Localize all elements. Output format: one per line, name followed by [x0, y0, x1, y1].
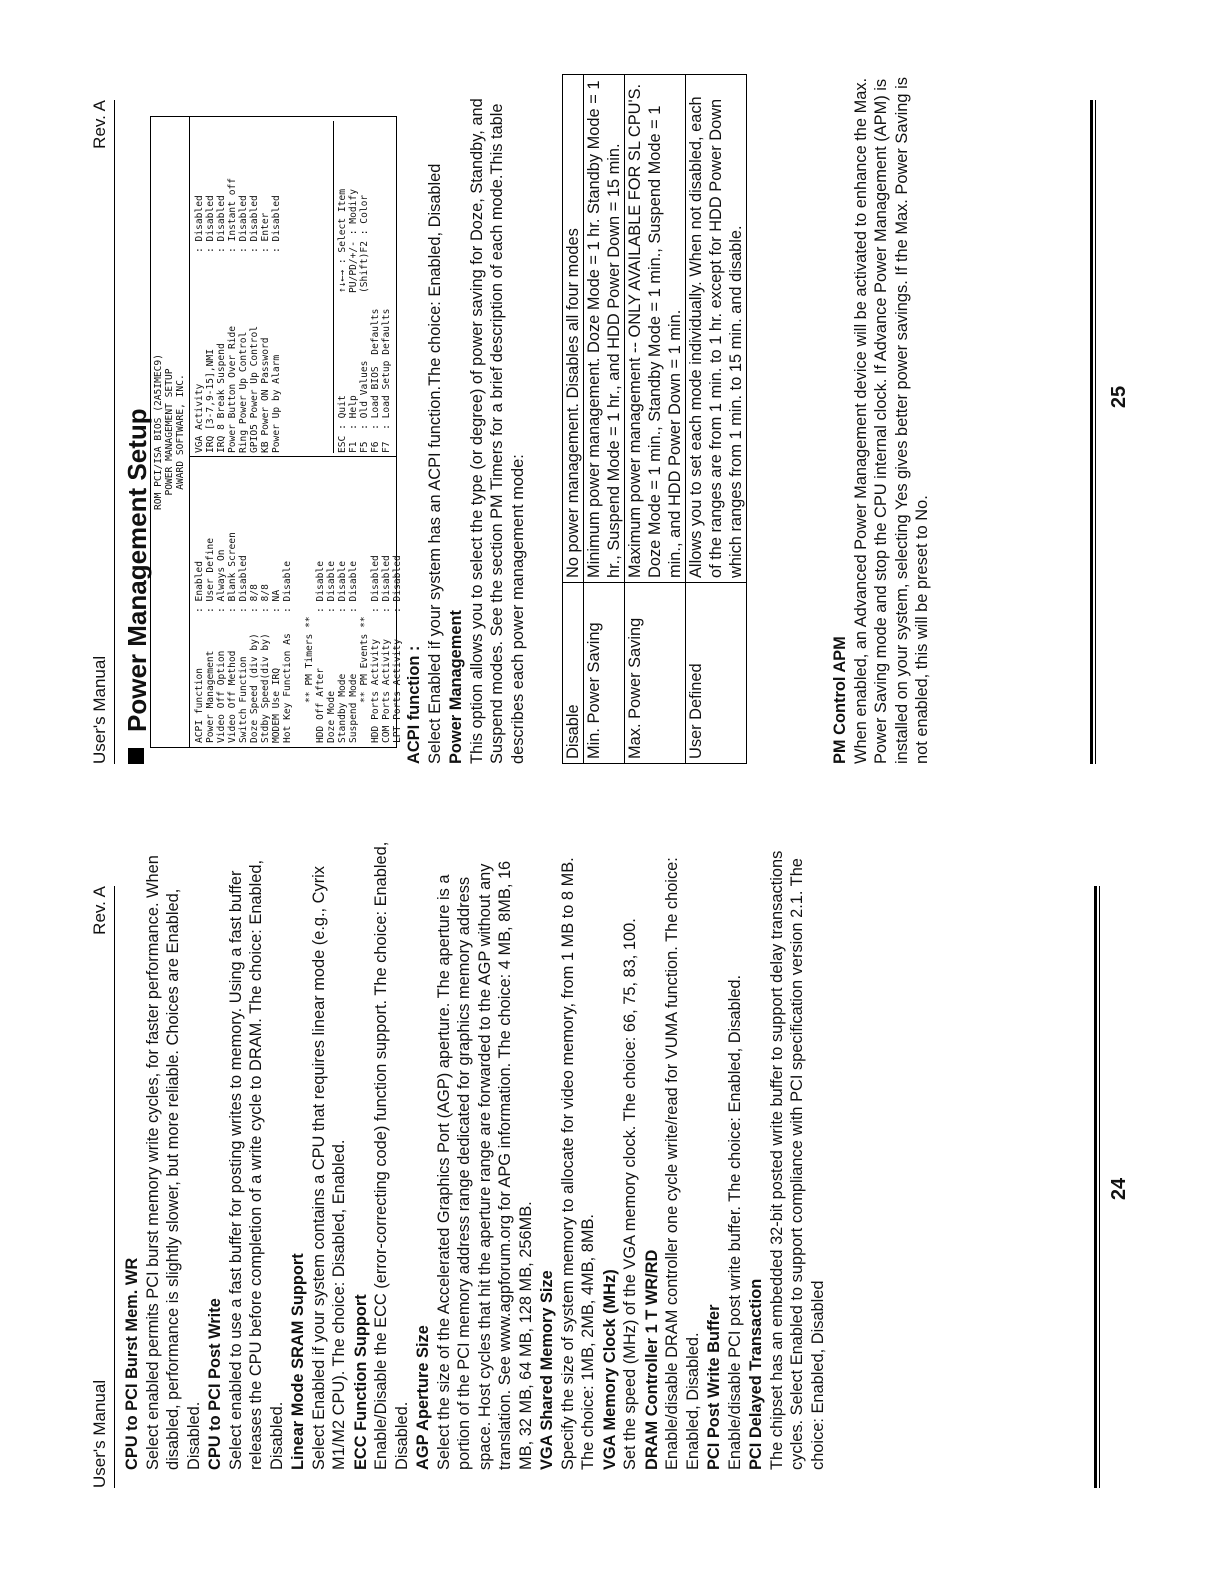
bios-setting-value: : 8/8 — [260, 584, 271, 613]
bios-setting-value: : Disabled — [381, 555, 392, 613]
section-heading: PCI Post Write Buffer — [705, 1304, 723, 1470]
header-rule — [114, 100, 115, 764]
bios-setting-value: : Disable — [337, 561, 348, 613]
bios-setting-row — [238, 459, 249, 743]
bios-setting-value: : Disabled — [194, 195, 205, 253]
bios-setting-value: : Disabled — [370, 555, 381, 613]
bios-setting-row — [370, 459, 381, 743]
bios-setting-name: IRQ [3-7,9-15],NMI — [205, 349, 216, 453]
bios-setting-value: : Disabled — [271, 195, 282, 253]
bios-setting-value: : Disabled — [238, 555, 249, 613]
bios-setting-row — [260, 121, 271, 453]
power-management-heading: Power Management — [447, 610, 465, 764]
mode-name-cell: Disable — [563, 583, 584, 764]
bios-key-action — [370, 121, 381, 293]
bios-setting-value: : Blank Screen — [227, 532, 238, 613]
bios-key-action: ESC : Quit — [337, 395, 348, 453]
bios-setting-name: HDD Off After — [315, 667, 326, 743]
apm-description: When enabled, an Advanced Power Management device will be activated to enhance the Max. Power Saving mode and stop the CPU internal clock. If Advance Power Management (APM) is installed on your system, selecting Yes gives better power savings. If the Max. Power Saving is not enabled, this will be preset to No. — [851, 77, 931, 764]
section-description: Select enabled to use a fast buffer for posting writes to memory. Using a fast buffer releases the CPU before completion of a write cycle to DRAM. The choice: Enabled, Disabled. — [226, 859, 286, 1470]
bios-setting-row — [271, 459, 282, 743]
bios-setting-row — [216, 459, 227, 743]
acpi-description: Select Enabled if your system has an ACPI function.The choice: Enabled, Disabled — [425, 163, 444, 764]
page-25-apm — [830, 74, 934, 764]
bios-setting-row — [238, 121, 249, 453]
bios-key-action: ↑↓←→ : Select Item — [337, 189, 348, 293]
bios-key-action: F1 : Help — [348, 395, 359, 453]
bios-divider — [190, 456, 396, 457]
bios-setting-row — [392, 459, 403, 743]
section-heading: ECC Function Support — [351, 1294, 370, 1470]
bios-subheading: ** PM Timers ** — [304, 616, 315, 703]
bios-setting-row — [282, 459, 293, 743]
bios-header-line: AWARD SOFTWARE, INC. — [175, 374, 186, 490]
bios-setting-name: Video Off Method — [227, 650, 238, 743]
bios-right-column — [194, 121, 282, 453]
section-heading: DRAM Controller 1 T WR/RD — [642, 1249, 661, 1470]
bios-screenshot — [150, 116, 403, 748]
bios-setting-row — [249, 121, 260, 453]
bios-setting-name: Doze Mode — [326, 691, 337, 743]
section-heading: VGA Shared Memory Size — [538, 1270, 556, 1470]
section-heading: AGP Aperture Size — [414, 1325, 432, 1470]
header-revision: Rev. A — [90, 100, 109, 149]
section-heading: Linear Mode SRAM Support — [289, 1253, 307, 1470]
bios-key-action: F7 : Load Setup Defaults — [381, 308, 392, 453]
page-number: 24 — [1108, 1177, 1130, 1201]
section-description: Specify the size of system memory to allocate for video memory, from 1 MB to 8 MB. The choice: 1MB, 2MB, 4MB, 8MB. — [558, 857, 597, 1470]
bios-header — [151, 117, 186, 747]
bios-setting-name: Hot Key Function As — [282, 633, 293, 743]
bios-setting-row — [205, 459, 216, 743]
bios-setting-row — [216, 121, 227, 453]
section-heading: CPU to PCI Post Write — [206, 1298, 224, 1470]
bios-setting-name: Ring Power Up Control — [238, 331, 249, 453]
bios-setting-name: Video Off Option — [216, 650, 227, 743]
section-description: The chipset has an embedded 32-bit posted write buffer to support delay transactions cycles. Select Enabled to support compliance with PCI specification version 2.1. The choice: Enabled, Disabled — [767, 850, 827, 1470]
bios-left-column — [194, 459, 403, 743]
bios-key-row — [337, 121, 348, 453]
bios-setting-row — [194, 121, 205, 453]
bios-setting-value: : User Define — [205, 537, 216, 613]
bios-setting-value: : Disable — [348, 561, 359, 613]
bios-setting-row — [249, 459, 260, 743]
section-description: Select enabled permits PCI burst memory write cycles, for faster performance. When disabled, performance is slightly slower, but more reliable. Choices are Enabled, Disabled. — [143, 855, 203, 1470]
header-rule — [114, 886, 115, 1488]
section-heading: PCI Delayed Transaction — [747, 1278, 765, 1470]
page-24 — [0, 794, 1224, 1584]
table-row — [563, 75, 584, 764]
bios-setting-row — [271, 121, 282, 453]
bios-setting-value: : Disable — [282, 561, 293, 613]
bios-setting-value: : Disabled — [238, 195, 249, 253]
bios-setting-name: Standby Mode — [337, 673, 348, 743]
bios-key-row — [359, 121, 370, 453]
section-description: Select the size of the Accelerated Graphics Port (AGP) aperture. The aperture is a portion of the PCI memory address range dedicated for graphics memory address space. Host cycles that hit the aperture range are forwarded to the AGP without any translation. See www.agpforum.org for APG information. The choice: 4 MB, 8MB, 16 MB, 32 MB, 64 MB, 128 MB, 256MB. — [434, 860, 535, 1470]
bios-setting-value: : Disabled — [216, 195, 227, 253]
section-description: Enable/disable PCI post write buffer. The choice: Enabled, Disabled. — [725, 974, 744, 1470]
bios-setting-value: : Instant off — [227, 177, 238, 253]
table-row — [686, 75, 747, 764]
bios-setting-row — [260, 459, 271, 743]
bios-setting-row — [227, 121, 238, 453]
section-description: Select Enabled if your system contains a CPU that requires linear mode (e.g., Cyrix M1/M2 CPU). The choice: Disabled, Enabled. — [309, 866, 348, 1470]
bios-setting-value: : Disabled — [392, 555, 403, 613]
bios-setting-row — [227, 459, 238, 743]
bios-setting-name: MODEM Use IRQ — [271, 667, 282, 743]
mode-name-cell: Max. Power Saving — [625, 583, 686, 764]
section-description: Enable/Disable the ECC (error-correcting code) function support. The choice: Enabled, Disabled. — [372, 841, 411, 1470]
mode-description-cell: Minimum power management. Doze Mode = 1 hr. Standby Mode = 1 hr., Suspend Mode = 1 hr., and HDD Power Down = 15 min. — [584, 75, 625, 583]
bios-setting-name: Power Up by Alarm — [271, 354, 282, 453]
bios-key-row — [348, 121, 359, 453]
section-heading: VGA Memory Clock (MHz) — [600, 1269, 619, 1470]
mode-description-cell: No power management. Disables all four modes — [563, 75, 584, 583]
bios-key-action — [381, 121, 392, 293]
bios-setting-name: Switch Function — [238, 656, 249, 743]
bios-header-line: ROM PCI/ISA BIOS (2A5IMEC9) — [153, 354, 164, 510]
table-row — [584, 75, 625, 764]
bios-setting-value: : Enabled — [194, 561, 205, 613]
page-25-intro — [404, 74, 529, 764]
square-bullet-icon — [128, 748, 144, 764]
header-manual-title: User's Manual — [90, 1379, 109, 1488]
bios-key-row — [381, 121, 392, 453]
bios-setting-name: Suspend Mode — [348, 673, 359, 743]
acpi-heading: ACPI function : — [405, 645, 423, 764]
mode-description-cell: Allows you to set each mode individually. When not disabled, each of the ranges are from 1 min. to 1 hr. except for HDD Power Down which ranges from 1 min. to 15 min. and disable. — [686, 75, 747, 583]
section-description: Enable/disable DRAM controller one cycle write/read for VUMA function. The choice: Enabled, Disabled. — [663, 857, 702, 1470]
bios-key-action: F5 : Old Values — [359, 360, 370, 453]
bios-setting-name: Power Management — [205, 650, 216, 743]
bios-key-row — [370, 121, 381, 453]
bios-setting-name: KB Power ON Password — [260, 337, 271, 453]
page-24-body — [122, 834, 829, 1470]
header-manual-title: User's Manual — [90, 655, 109, 764]
page-number: 25 — [1108, 385, 1130, 409]
bios-key-action: (Shift)F2 : Color — [359, 194, 370, 293]
power-management-description: This option allows you to select the type (or degree) of power saving for Doze, Standby, and Suspend modes. See the section PM Timers for a brief description of each mode.This table describes each power management mode: — [467, 98, 527, 764]
footer-rule — [1094, 886, 1097, 1488]
bios-setting-name: Doze Speed (div by) — [249, 633, 260, 743]
bios-subheading: ** PM Events ** — [359, 616, 370, 703]
section-title — [122, 408, 153, 764]
bios-header-line: POWER MANAGEMENT SETUP — [164, 368, 175, 496]
bios-setting-value: : Disabled — [205, 195, 216, 253]
mode-name-cell: User Defined — [686, 583, 747, 764]
bios-setting-value: : Always On — [216, 549, 227, 613]
bios-setting-value: : Disabled — [249, 195, 260, 253]
bios-setting-row — [348, 459, 359, 743]
bios-setting-name: VGA Activity — [194, 383, 205, 453]
bios-key-legend — [333, 121, 392, 453]
footer-rule — [1090, 100, 1093, 764]
bios-setting-name: IRQ 8 Break Suspend — [216, 343, 227, 453]
section-description: Set the speed (MHz) of the VGA memory clock. The choice: 66, 75, 83, 100. — [621, 918, 639, 1470]
bios-setting-value: : 8/8 — [249, 584, 260, 613]
bios-setting-row — [326, 459, 337, 743]
bios-key-action: F6 : Load BIOS Defaults — [370, 308, 381, 453]
apm-heading: PM Control APM — [831, 636, 849, 764]
bios-setting-value: : Disable — [326, 561, 337, 613]
bios-setting-row — [315, 459, 326, 743]
bios-setting-name: Power Button Over Ride — [227, 325, 238, 453]
bios-setting-name: LPT Ports Activity — [392, 639, 403, 743]
section-heading: CPU to PCI Burst Mem. WR — [123, 1257, 141, 1470]
bios-body — [189, 117, 403, 747]
bios-setting-name: HDD Ports Activity — [370, 639, 381, 743]
bios-setting-value: : Disable — [315, 561, 326, 613]
section-title-text: Power Management Setup — [122, 408, 152, 732]
bios-setting-value: : Enter — [260, 212, 271, 253]
bios-setting-row — [337, 459, 348, 743]
mode-name-cell: Min. Power Saving — [584, 583, 625, 764]
bios-setting-value: : NA — [271, 589, 282, 613]
bios-setting-row — [381, 459, 392, 743]
bios-setting-name: COM Ports Activity — [381, 639, 392, 743]
bios-setting-name: GPIO5 Power Up Control — [249, 325, 260, 453]
bios-setting-row — [194, 459, 205, 743]
bios-setting-row — [205, 121, 216, 453]
bios-key-action: PU/PD/+/- : Modify — [348, 189, 359, 293]
bios-setting-name: Stdby Speed(div by) — [260, 633, 271, 743]
table-row — [625, 75, 686, 764]
bios-setting-name: ACPI function — [194, 667, 205, 743]
power-mode-table — [562, 74, 747, 764]
header-revision: Rev. A — [90, 886, 109, 935]
mode-description-cell: Maximum power management -- ONLY AVAILABLE FOR SL CPU'S. Doze Mode = 1 min., Standby Mode = 1 min., Suspend Mode = 1 min., and HDD Power Down = 1 min. — [625, 75, 686, 583]
